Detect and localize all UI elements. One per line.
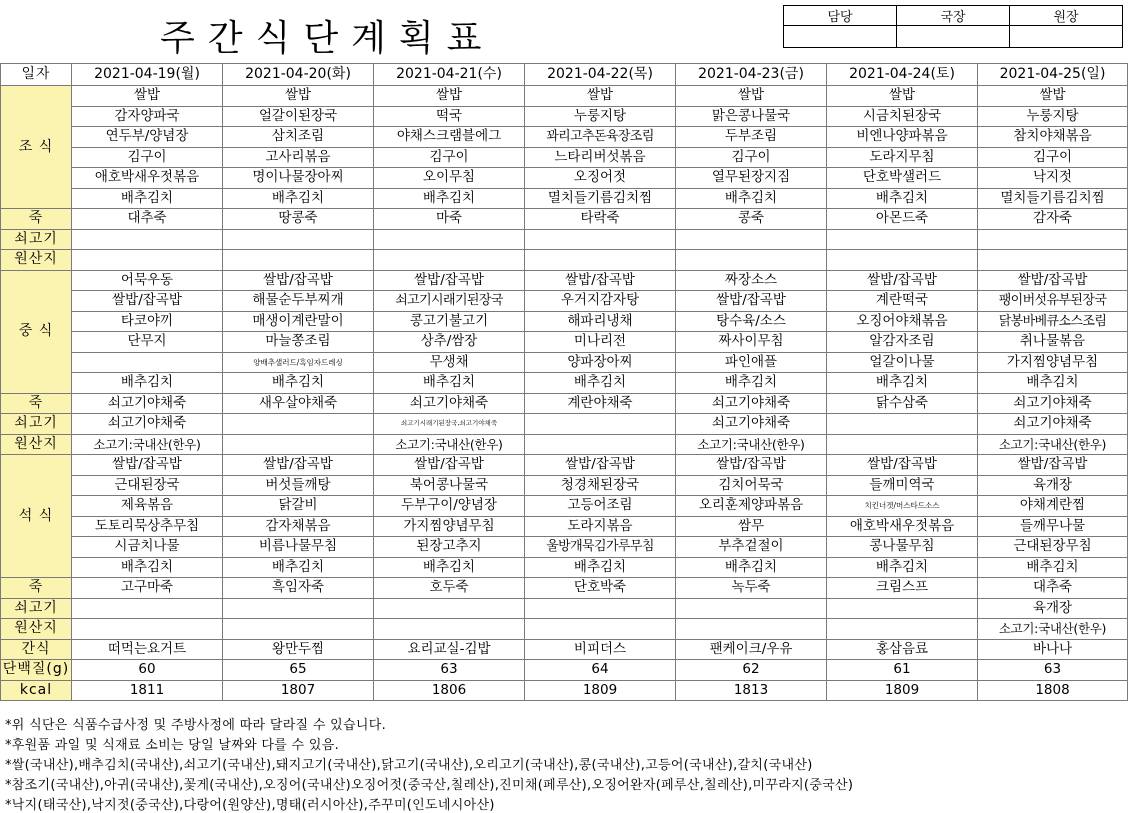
approval-sign-cell[interactable] [1010,26,1123,48]
dinner-dish: 배추김치 [374,557,525,578]
footnote: *위 식단은 식품수급사정 및 주방사정에 따라 달라질 수 있습니다. [5,718,386,733]
dinner-dish: 들깨미역국 [827,475,978,496]
approval-box [783,5,1123,48]
breakfast-origin-row [1,250,1128,271]
protein-value: 63 [978,660,1128,681]
lunch-dish: 콩고기불고기 [374,311,525,332]
origin-value [72,250,223,271]
origin-item [223,229,374,250]
breakfast-dish: 멸치들기름김치찜 [978,188,1128,209]
lunch-dish: 단무지 [72,332,223,353]
date-header: 2021-04-19(월) [72,64,223,86]
origin-item [223,598,374,619]
origin-value: 소고기:국내산(한우) [72,434,223,455]
dinner-dish: 쌀밥/잡곡밥 [676,455,827,476]
origin-item [525,229,676,250]
breakfast-row [1,168,1128,189]
porridge-label: 죽 [1,578,72,599]
lunch-dish: 팽이버섯유부된장국 [978,291,1128,312]
lunch-dish: 배추김치 [374,373,525,394]
dinner-dish: 오리훈제양파볶음 [676,496,827,517]
dinner-dish: 배추김치 [72,557,223,578]
origin-value [374,619,525,640]
porridge-dish: 호두죽 [374,578,525,599]
lunch-dish: 양배추샐러드/흑임자드레싱 [223,352,374,373]
kcal-value: 1809 [525,680,676,701]
dinner-dish: 쌀밥/잡곡밥 [223,455,374,476]
dinner-dish: 배추김치 [525,557,676,578]
snack-value: 홍삼음료 [827,639,978,660]
lunch-dish: 짜장소스 [676,270,827,291]
kcal-row [1,680,1128,701]
breakfast-origin-row [1,229,1128,250]
lunch-row [1,291,1128,312]
dinner-dish: 청경채된장국 [525,475,676,496]
footnote: *낙지(태국산),낙지젓(중국산),다랑어(원양산),명태(러시아산),주꾸미(인도네시아산) [5,798,495,813]
snack-value: 비피더스 [525,639,676,660]
lunch-origin-row [1,434,1128,455]
origin-value [827,434,978,455]
lunch-porridge-row [1,393,1128,414]
approval-label: 국장 [897,6,1010,26]
breakfast-dish: 떡국 [374,106,525,127]
breakfast-dish: 감자양파국 [72,106,223,127]
beef-label: 쇠고기 [1,414,72,435]
date-header: 2021-04-25(일) [978,64,1128,86]
dinner-dish: 근대된장무침 [978,537,1128,558]
snack-value: 팬케이크/우유 [676,639,827,660]
dinner-dish: 야채계란찜 [978,496,1128,517]
dinner-label: 석 식 [1,455,72,578]
porridge-dish: 쇠고기야채죽 [72,393,223,414]
lunch-dish: 해파리냉채 [525,311,676,332]
snack-label: 간식 [1,639,72,660]
breakfast-dish: 맑은콩나물국 [676,106,827,127]
origin-value [72,619,223,640]
lunch-row [1,311,1128,332]
origin-item [374,598,525,619]
breakfast-row [1,86,1128,107]
origin-item [676,598,827,619]
breakfast-dish: 도라지무침 [827,147,978,168]
date-header: 2021-04-23(금) [676,64,827,86]
lunch-dish: 배추김치 [827,373,978,394]
origin-value: 소고기:국내산(한우) [374,434,525,455]
dinner-dish: 근대된장국 [72,475,223,496]
dinner-dish: 쌀밥/잡곡밥 [72,455,223,476]
page-title: 주간식단계획표 [160,18,495,59]
breakfast-dish: 쌀밥 [223,86,374,107]
origin-item [978,229,1128,250]
origin-value [223,434,374,455]
origin-item [374,229,525,250]
origin-item: 쇠고기야채죽 [676,414,827,435]
lunch-dish: 쌀밥/잡곡밥 [223,270,374,291]
origin-item: 쇠고기시래기된장국,쇠고기야채죽 [374,414,525,435]
breakfast-dish: 애호박새우젓볶음 [72,168,223,189]
dinner-dish: 도라지볶음 [525,516,676,537]
breakfast-dish: 시금치된장국 [827,106,978,127]
porridge-dish: 새우살야채죽 [223,393,374,414]
breakfast-porridge-row [1,209,1128,230]
lunch-dish: 상추/쌈장 [374,332,525,353]
origin-item [525,414,676,435]
dinner-dish: 울방개묵김가루무침 [525,537,676,558]
kcal-value: 1809 [827,680,978,701]
lunch-dish: 매생이계란말이 [223,311,374,332]
snack-row [1,639,1128,660]
porridge-dish: 감자죽 [978,209,1128,230]
lunch-dish: 배추김치 [72,373,223,394]
date-header-label: 일자 [1,64,72,86]
date-header: 2021-04-21(수) [374,64,525,86]
lunch-dish: 탕수육/소스 [676,311,827,332]
breakfast-dish: 야채스크램블에그 [374,127,525,148]
origin-value [676,250,827,271]
origin-value [223,250,374,271]
breakfast-dish: 쌀밥 [525,86,676,107]
origin-item: 쇠고기야채죽 [72,414,223,435]
dinner-dish: 된장고추지 [374,537,525,558]
kcal-value: 1811 [72,680,223,701]
origin-item [827,598,978,619]
breakfast-dish: 오이무침 [374,168,525,189]
origin-value [525,434,676,455]
breakfast-dish: 쌀밥 [72,86,223,107]
protein-value: 64 [525,660,676,681]
porridge-dish: 크림스프 [827,578,978,599]
beef-label: 쇠고기 [1,229,72,250]
lunch-row [1,352,1128,373]
protein-value: 65 [223,660,374,681]
lunch-dish: 배추김치 [978,373,1128,394]
dinner-dish: 배추김치 [676,557,827,578]
breakfast-dish: 비엔나양파볶음 [827,127,978,148]
breakfast-row [1,106,1128,127]
porridge-dish: 닭수삼죽 [827,393,978,414]
approval-sign-cell[interactable] [784,26,897,48]
dinner-row [1,455,1128,476]
protein-value: 60 [72,660,223,681]
lunch-dish: 오징어야채볶음 [827,311,978,332]
breakfast-dish: 쌀밥 [676,86,827,107]
snack-value: 떠먹는요거트 [72,639,223,660]
lunch-dish: 배추김치 [223,373,374,394]
lunch-dish: 짜사이무침 [676,332,827,353]
kcal-label: kcal [1,680,72,701]
footnote: *쌀(국내산),배추김치(국내산),쇠고기(국내산),돼지고기(국내산),닭고기(국내산),오리고기(국내산),콩(국내산),고등어(국내산),갈치(국내산) [5,758,813,773]
lunch-dish: 어묵우동 [72,270,223,291]
breakfast-dish: 연두부/양념장 [72,127,223,148]
origin-value [374,250,525,271]
porridge-dish: 흑임자죽 [223,578,374,599]
dinner-dish: 들깨무나물 [978,516,1128,537]
breakfast-dish: 오징어젓 [525,168,676,189]
lunch-dish: 알감자조림 [827,332,978,353]
dinner-dish: 두부구이/양념장 [374,496,525,517]
porridge-dish: 콩죽 [676,209,827,230]
lunch-dish: 계란떡국 [827,291,978,312]
dinner-dish: 감자채볶음 [223,516,374,537]
protein-value: 62 [676,660,827,681]
origin-item [525,598,676,619]
porridge-dish: 계란야채죽 [525,393,676,414]
dinner-porridge-row [1,578,1128,599]
lunch-dish: 쌀밥/잡곡밥 [374,270,525,291]
breakfast-dish: 배추김치 [676,188,827,209]
dinner-row [1,557,1128,578]
dinner-row [1,496,1128,517]
approval-sign-cell[interactable] [897,26,1010,48]
header-row [1,64,1128,86]
origin-label: 원산지 [1,619,72,640]
weekly-menu-table [0,63,1128,701]
origin-value [525,250,676,271]
origin-value: 소고기:국내산(한우) [978,434,1128,455]
lunch-dish: 쌀밥/잡곡밥 [72,291,223,312]
origin-value [827,619,978,640]
origin-item [72,229,223,250]
breakfast-dish: 두부조림 [676,127,827,148]
origin-item [827,229,978,250]
dinner-dish: 콩나물무침 [827,537,978,558]
porridge-dish: 쇠고기야채죽 [374,393,525,414]
porridge-label: 죽 [1,209,72,230]
origin-item [72,598,223,619]
lunch-dish: 닭봉바베큐소스조림 [978,311,1128,332]
lunch-dish: 파인애플 [676,352,827,373]
origin-item: 쇠고기야채죽 [978,414,1128,435]
snack-value: 바나나 [978,639,1128,660]
breakfast-dish: 얼갈이된장국 [223,106,374,127]
dinner-dish: 김치어묵국 [676,475,827,496]
breakfast-dish: 고사리볶음 [223,147,374,168]
dinner-dish: 부추겉절이 [676,537,827,558]
breakfast-dish: 김구이 [72,147,223,168]
porridge-label: 죽 [1,393,72,414]
dinner-dish: 비름나물무침 [223,537,374,558]
date-header: 2021-04-24(토) [827,64,978,86]
dinner-dish: 육개장 [978,475,1128,496]
dinner-dish: 도토리묵상추무침 [72,516,223,537]
dinner-dish: 제육볶음 [72,496,223,517]
lunch-dish: 배추김치 [676,373,827,394]
porridge-dish: 땅콩죽 [223,209,374,230]
dinner-dish: 쌀밥/잡곡밥 [374,455,525,476]
dinner-origin-row [1,619,1128,640]
porridge-dish: 아몬드죽 [827,209,978,230]
porridge-dish: 단호박죽 [525,578,676,599]
porridge-dish: 쇠고기야채죽 [978,393,1128,414]
lunch-origin-row [1,414,1128,435]
lunch-dish [72,352,223,373]
footnote: *참조기(국내산),아귀(국내산),꽃게(국내산),오징어(국내산)오징어젓(중국산,칠레산),진미채(페루산),오징어완자(페루산,칠레산),미꾸라지(중국산) [5,778,854,793]
lunch-dish: 양파장아찌 [525,352,676,373]
dinner-dish: 시금치나물 [72,537,223,558]
breakfast-label: 조 식 [1,86,72,209]
date-header: 2021-04-22(목) [525,64,676,86]
dinner-dish: 북어콩나물국 [374,475,525,496]
breakfast-dish: 참치야채볶음 [978,127,1128,148]
breakfast-dish: 낙지젓 [978,168,1128,189]
breakfast-dish: 쌀밥 [827,86,978,107]
breakfast-dish: 멸치들기름김치찜 [525,188,676,209]
lunch-dish: 취나물볶음 [978,332,1128,353]
lunch-row [1,270,1128,291]
protein-value: 63 [374,660,525,681]
kcal-value: 1807 [223,680,374,701]
lunch-dish: 해물순두부찌개 [223,291,374,312]
dinner-dish: 쌈무 [676,516,827,537]
porridge-dish: 타락죽 [525,209,676,230]
lunch-dish: 쌀밥/잡곡밥 [978,270,1128,291]
origin-value [525,619,676,640]
breakfast-dish: 꽈리고추돈육장조림 [525,127,676,148]
breakfast-row [1,147,1128,168]
breakfast-dish: 배추김치 [374,188,525,209]
breakfast-dish: 김구이 [978,147,1128,168]
kcal-value: 1806 [374,680,525,701]
breakfast-row [1,127,1128,148]
breakfast-dish: 배추김치 [827,188,978,209]
lunch-dish: 무생채 [374,352,525,373]
dinner-row [1,516,1128,537]
breakfast-dish: 배추김치 [72,188,223,209]
lunch-row [1,332,1128,353]
breakfast-dish: 쌀밥 [374,86,525,107]
footnote: *후원품 과일 및 식재료 소비는 당일 날짜와 다를 수 있음. [5,738,339,753]
snack-value: 왕만두찜 [223,639,374,660]
origin-item: 육개장 [978,598,1128,619]
lunch-dish: 얼갈이나물 [827,352,978,373]
lunch-dish: 쌀밥/잡곡밥 [827,270,978,291]
dinner-dish: 애호박새우젓볶음 [827,516,978,537]
breakfast-dish: 쌀밥 [978,86,1128,107]
dinner-dish: 쌀밥/잡곡밥 [978,455,1128,476]
breakfast-dish: 느타리버섯볶음 [525,147,676,168]
origin-label: 원산지 [1,250,72,271]
dinner-origin-row [1,598,1128,619]
kcal-value: 1813 [676,680,827,701]
origin-value [676,619,827,640]
dinner-dish: 배추김치 [827,557,978,578]
protein-label: 단백질(g) [1,660,72,681]
lunch-label: 중 식 [1,270,72,393]
origin-item [223,414,374,435]
breakfast-dish: 김구이 [676,147,827,168]
breakfast-dish: 김구이 [374,147,525,168]
dinner-dish: 쌀밥/잡곡밥 [827,455,978,476]
origin-value: 소고기:국내산(한우) [676,434,827,455]
approval-label: 원장 [1010,6,1123,26]
protein-value: 61 [827,660,978,681]
origin-value [223,619,374,640]
dinner-dish: 배추김치 [978,557,1128,578]
snack-value: 요리교실-김밥 [374,639,525,660]
origin-label: 원산지 [1,434,72,455]
kcal-value: 1808 [978,680,1128,701]
lunch-dish: 우거지감자탕 [525,291,676,312]
lunch-dish: 배추김치 [525,373,676,394]
dinner-dish: 버섯들깨탕 [223,475,374,496]
lunch-dish: 가지찜양념무침 [978,352,1128,373]
origin-item [676,229,827,250]
dinner-dish: 치킨너겟/머스타드소스 [827,496,978,517]
porridge-dish: 쇠고기야채죽 [676,393,827,414]
date-header: 2021-04-20(화) [223,64,374,86]
breakfast-dish: 열무된장지짐 [676,168,827,189]
origin-item [827,414,978,435]
dinner-dish: 닭갈비 [223,496,374,517]
lunch-dish: 마늘쫑조림 [223,332,374,353]
breakfast-dish: 누룽지탕 [525,106,676,127]
porridge-dish: 마죽 [374,209,525,230]
dinner-dish: 쌀밥/잡곡밥 [525,455,676,476]
approval-label: 담당 [784,6,897,26]
origin-value [827,250,978,271]
porridge-dish: 대추죽 [72,209,223,230]
breakfast-row [1,188,1128,209]
lunch-dish: 미나리전 [525,332,676,353]
lunch-dish: 타코야끼 [72,311,223,332]
protein-row [1,660,1128,681]
breakfast-dish: 단호박샐러드 [827,168,978,189]
porridge-dish: 녹두죽 [676,578,827,599]
dinner-dish: 배추김치 [223,557,374,578]
lunch-dish: 쌀밥/잡곡밥 [525,270,676,291]
porridge-dish: 고구마죽 [72,578,223,599]
breakfast-dish: 삼치조림 [223,127,374,148]
breakfast-dish: 누룽지탕 [978,106,1128,127]
dinner-dish: 가지찜양념무침 [374,516,525,537]
breakfast-dish: 배추김치 [223,188,374,209]
lunch-row [1,373,1128,394]
beef-label: 쇠고기 [1,598,72,619]
breakfast-dish: 명이나물장아찌 [223,168,374,189]
origin-value: 소고기:국내산(한우) [978,619,1128,640]
dinner-row [1,475,1128,496]
porridge-dish: 대추죽 [978,578,1128,599]
origin-value [978,250,1128,271]
dinner-dish: 고등어조림 [525,496,676,517]
lunch-dish: 쌀밥/잡곡밥 [676,291,827,312]
lunch-dish: 쇠고기시래기된장국 [374,291,525,312]
dinner-row [1,537,1128,558]
